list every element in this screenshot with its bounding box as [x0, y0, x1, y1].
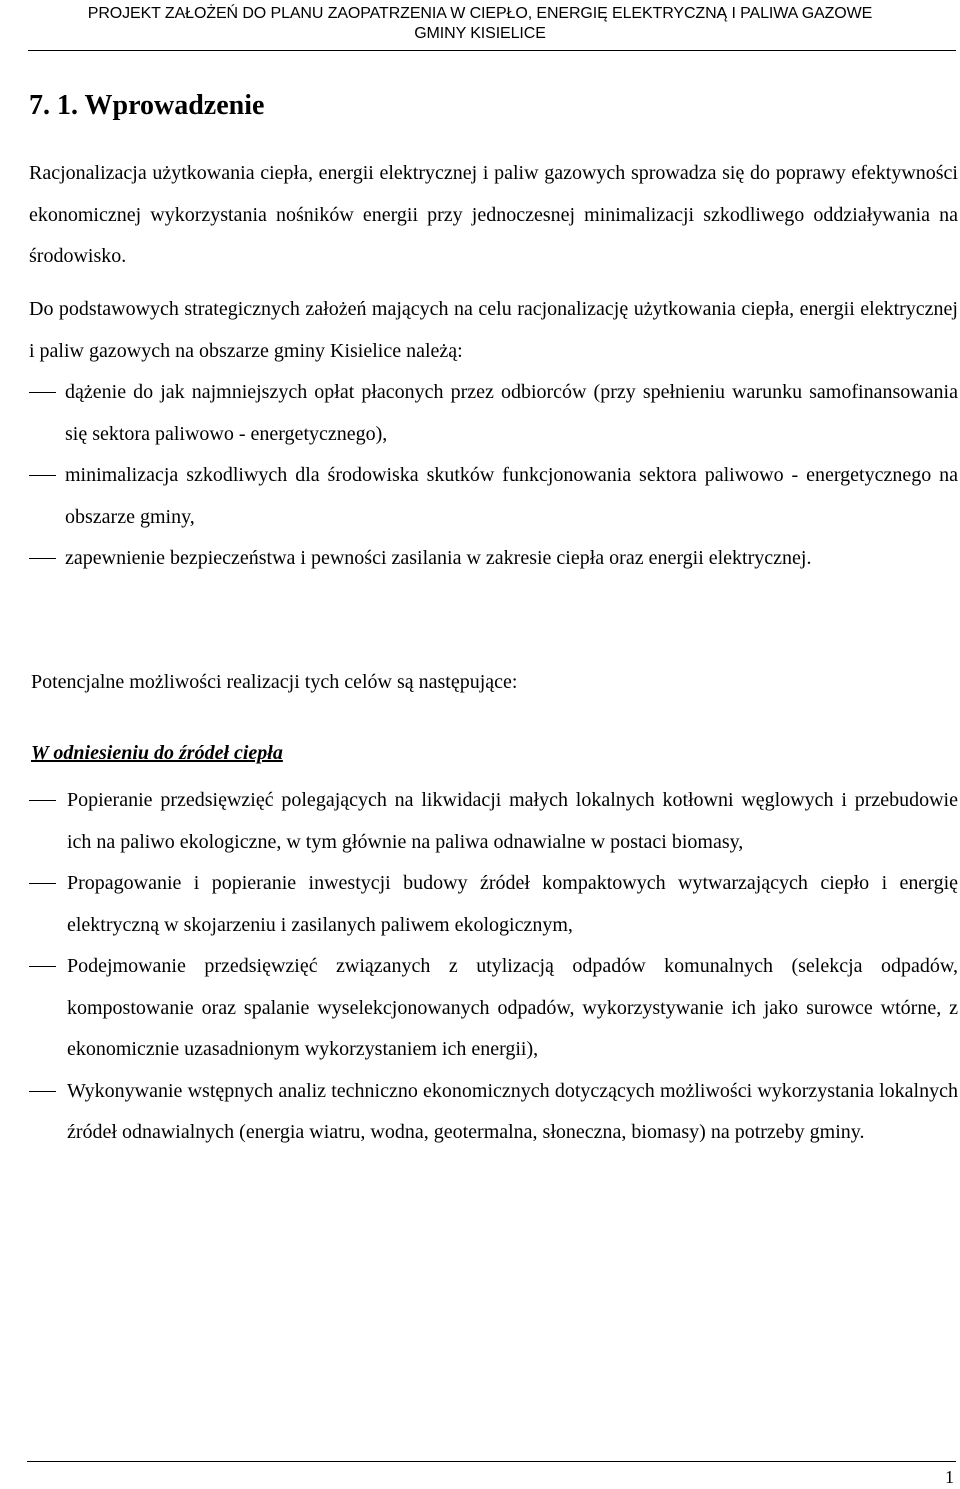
- assumptions-intro: Do podstawowych strategicznych założeń mających na celu racjonalizację użytkowania ciepła, energii elektrycznej i paliw gazowych na obszarze gminy Kisielice należą:: [29, 298, 958, 362]
- list-item: [29, 372, 958, 455]
- list-item: [29, 946, 958, 1071]
- list-item-text: Wykonywanie wstępnych analiz techniczno ekonomicznych dotyczących możliwości wykorzystania lokalnych źródeł odnawialnych (energia wiatru, wodna, geotermalna, słoneczna, biomasy) na potrzeby gminy.: [67, 1079, 958, 1143]
- dash-bullet-icon: [29, 392, 56, 393]
- dash-bullet-icon: [29, 800, 56, 801]
- list-item-text: minimalizacja szkodliwych dla środowiska skutków funkcjonowania sektora paliwowo - energetycznego na obszarze gminy,: [65, 464, 958, 528]
- section-heading: 7. 1. Wprowadzenie: [29, 90, 265, 121]
- assumptions-list: [29, 372, 958, 580]
- subheading-heat-sources: W odniesieniu do źródeł ciepła: [31, 742, 283, 764]
- footer-rule: [27, 1461, 956, 1462]
- list-item-text: Podejmowanie przedsięwzięć związanych z utylizacją odpadów komunalnych (selekcja odpadów, kompostowanie oraz spalanie wyselekcjonowanych odpadów, wykorzystywanie ich jako surowce wtórne, z ekonomicznie uzasadnionym wykorzystaniem ich energii),: [67, 955, 958, 1060]
- page-number: 1: [945, 1467, 954, 1487]
- page-header: [0, 4, 960, 44]
- dash-bullet-icon: [29, 966, 56, 967]
- list-item: [29, 863, 958, 946]
- list-item-text: dążenie do jak najmniejszych opłat płaconych przez odbiorców (przy spełnieniu warunku samofinansowania się sektora paliwowo - energetycznego),: [65, 381, 958, 445]
- list-item-text: Propagowanie i popieranie inwestycji budowy źródeł kompaktowych wytwarzających ciepło i energię elektryczną w skojarzeniu i zasilanych paliwem ekologicznym,: [67, 872, 958, 936]
- dash-bullet-icon: [29, 475, 56, 476]
- possibilities-intro: Potencjalne możliwości realizacji tych celów są następujące:: [31, 671, 518, 693]
- dash-bullet-icon: [29, 1091, 56, 1092]
- header-title-line-1: PROJEKT ZAŁOŻEŃ DO PLANU ZAOPATRZENIA W CIEPŁO, ENERGIĘ ELEKTRYCZNĄ I PALIWA GAZOWE: [87, 5, 873, 22]
- list-item-text: zapewnienie bezpieczeństwa i pewności zasilania w zakresie ciepła oraz energii elektrycznej.: [65, 547, 812, 569]
- intro-paragraph: Racjonalizacja użytkowania ciepła, energii elektrycznej i paliw gazowych sprowadza się do poprawy efektywności ekonomicznej wykorzystania nośników energii przy jednoczesnej minimalizacji szkodliwego oddziaływania na środowisko.: [29, 162, 958, 267]
- list-item: [29, 1071, 958, 1154]
- dash-bullet-icon: [29, 883, 56, 884]
- header-title-line-2: GMINY KISIELICE: [414, 25, 546, 42]
- list-item: [29, 538, 958, 580]
- list-item: [29, 455, 958, 538]
- header-rule: [28, 50, 956, 51]
- list-item: [29, 780, 958, 863]
- measures-list: [29, 780, 958, 1154]
- dash-bullet-icon: [29, 558, 56, 559]
- list-item-text: Popieranie przedsięwzięć polegających na likwidacji małych lokalnych kotłowni węglowych i przebudowie ich na paliwo ekologiczne, w tym głównie na paliwa odnawialne w postaci biomasy,: [67, 789, 958, 853]
